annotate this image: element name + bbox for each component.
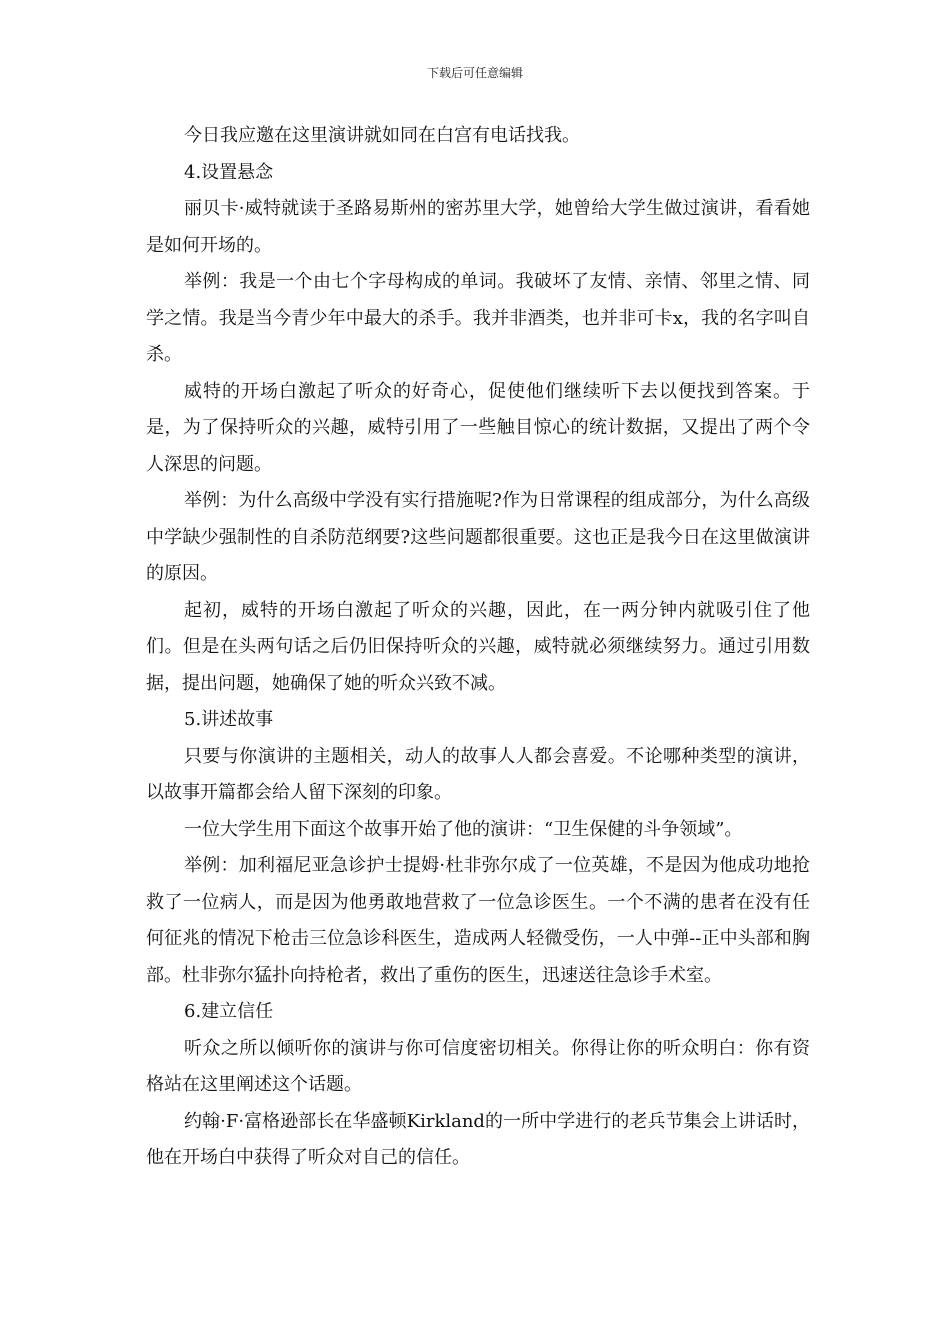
- paragraph: 丽贝卡·威特就读于圣路易斯州的密苏里大学，她曾给大学生做过演讲，看看她是如何开场的。: [146, 198, 810, 256]
- paragraph: 起初，威特的开场白激起了听众的兴趣，因此，在一两分钟内就吸引住了他们。但是在头两句话之后仍旧保持听众的兴趣，威特就必须继续努力。通过引用数据，提出问题，她确保了她的听众兴致不减。: [146, 599, 810, 694]
- paragraph: 举例：我是一个由七个字母构成的单词。我破坏了友情、亲情、邻里之情、同学之情。我是当今青少年中最大的杀手。我并非酒类，也并非可卡x，我的名字叫自杀。: [146, 271, 810, 365]
- paragraph: 只要与你演讲的主题相关，动人的故事人人都会喜爱。不论哪种类型的演讲，以故事开篇都会给人留下深刻的印象。: [146, 745, 810, 803]
- paragraph: 举例：为什么高级中学没有实行措施呢?作为日常课程的组成部分，为什么高级中学缺少强制性的自杀防范纲要?这些问题都很重要。这也正是我今日在这里做演讲的原因。: [146, 490, 810, 584]
- paragraph: 今日我应邀在这里演讲就如同在白宫有电话找我。: [184, 125, 580, 146]
- paragraph: 一位大学生用下面这个故事开始了他的演讲：“卫生保健的斗争领域”。: [184, 818, 743, 840]
- section-heading: 6.建立信任: [184, 1001, 274, 1022]
- section-heading: 4.设置悬念: [184, 161, 274, 183]
- document-body: [146, 118, 810, 1177]
- page-header: 下载后可任意编辑: [426, 66, 523, 80]
- paragraph: 约翰·F·富格逊部长在华盛顿Kirkland的一所中学进行的老兵节集会上讲话时，他在开场白中获得了听众对自己的信任。: [146, 1110, 810, 1168]
- section-heading: 5.讲述故事: [184, 709, 274, 730]
- paragraph: 听众之所以倾听你的演讲与你可信度密切相关。你得让你的听众明白：你有资格站在这里阐述这个话题。: [146, 1037, 810, 1095]
- paragraph: 威特的开场白激起了听众的好奇心，促使他们继续听下去以便找到答案。于是，为了保持听众的兴趣，威特引用了一些触目惊心的统计数据，又提出了两个令人深思的问题。: [146, 380, 810, 475]
- paragraph: 举例：加利福尼亚急诊护士提姆·杜非弥尔成了一位英雄，不是因为他成功地抢救了一位病人，而是因为他勇敢地营救了一位急诊医生。一个不满的患者在没有任何征兆的情况下枪击三位急诊科医生，造成两人轻微受伤，一人中弹--正中头部和胸部。杜非弥尔猛扑向持枪者，救出了重伤的医生，迅速送往急诊手术室。: [146, 855, 810, 986]
